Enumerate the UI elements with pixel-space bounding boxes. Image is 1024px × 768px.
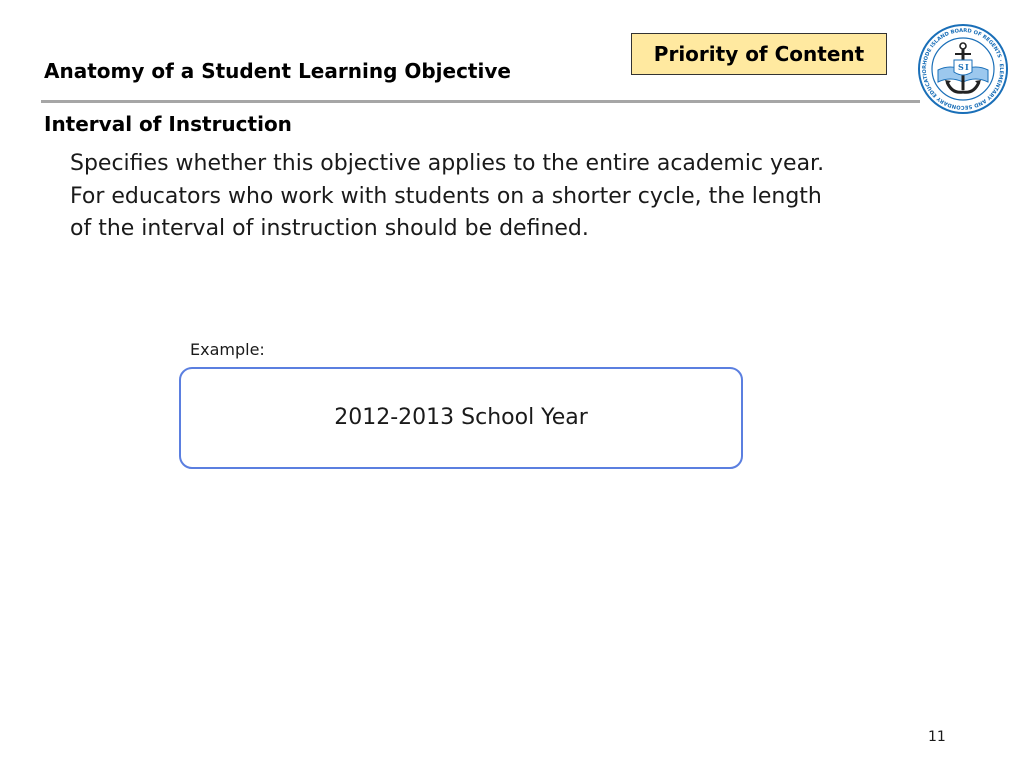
body-line: of the interval of instruction should be defined. xyxy=(70,216,589,241)
example-value: 2012-2013 School Year xyxy=(334,405,588,430)
example-label: Example: xyxy=(190,340,265,359)
logo xyxy=(916,22,1010,116)
svg-text:I: I xyxy=(965,62,969,72)
title-divider xyxy=(41,100,920,103)
logo-ring-text: RHODE ISLAND BOARD OF REGENTS · ELEMENTARY AND SECONDARY EDUCATIO xyxy=(921,27,1005,111)
example-box xyxy=(179,367,743,469)
body-line: For educators who work with students on a shorter cycle, the length xyxy=(70,183,822,209)
anchor-seal-icon xyxy=(916,22,1010,116)
priority-label: Priority of Content xyxy=(653,42,865,66)
body-paragraph xyxy=(70,148,990,246)
slide-title: Anatomy of a Student Learning Objective xyxy=(44,59,511,83)
svg-text:S: S xyxy=(958,62,964,72)
section-heading: Interval of Instruction xyxy=(44,112,292,136)
priority-badge xyxy=(631,33,887,75)
page-number: 11 xyxy=(928,729,946,745)
body-line: Specifies whether this objective applies to the entire academic year. xyxy=(70,151,825,176)
